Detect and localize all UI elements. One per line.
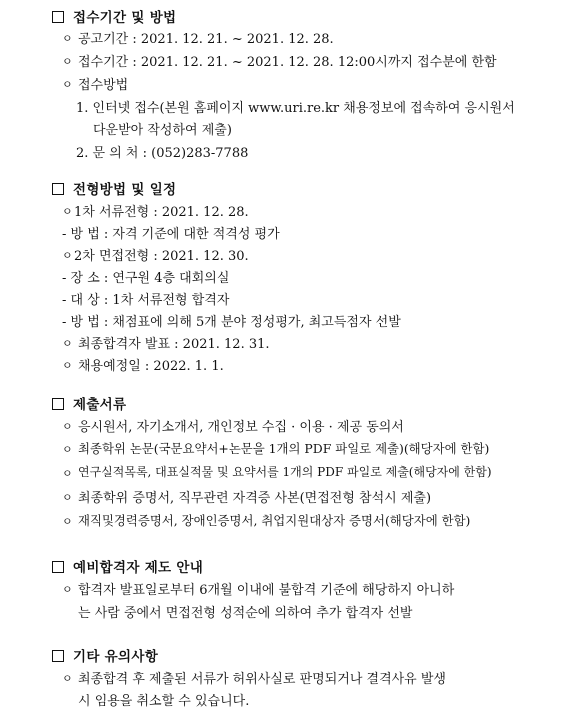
list-item: 채용예정일 : 2022. 1. 1.	[78, 359, 224, 374]
list-item: 재직및경력증명서, 장애인증명서, 취업지원대상자 증명서(해당자에 한함)	[78, 513, 471, 528]
bullet-icon: ㅇ	[62, 491, 73, 504]
list-item: 최종학위 증명서, 직무관련 자격증 사본(면접전형 참석시 제출)	[78, 491, 432, 506]
section-heading: 예비합격자 제도 안내	[52, 556, 203, 576]
bullet-icon: ㅇ	[62, 32, 73, 45]
list-item: - 방 법 : 채점표에 의해 5개 분야 정성평가, 최고득점자 선발	[62, 315, 401, 330]
bullet-icon: ㅇ	[62, 205, 73, 218]
list-item: 최종합격자 발표 : 2021. 12. 31.	[78, 337, 270, 352]
list-item: 합격자 발표일로부터 6개월 이내에 불합격 기준에 해당하지 아니하	[78, 583, 455, 598]
bullet-icon: ㅇ	[62, 55, 73, 68]
bullet-icon: ㅇ	[62, 672, 73, 685]
list-item: 최종학위 논문(국문요약서+논문을 1개의 PDF 파일로 제출)(해당자에 한함)	[78, 441, 490, 456]
bullet-icon: ㅇ	[62, 420, 73, 433]
bullet-icon: ㅇ	[62, 583, 73, 596]
list-item: 공고기간 : 2021. 12. 21. ~ 2021. 12. 28.	[78, 32, 334, 47]
bullet-icon: ㅇ	[62, 359, 73, 372]
list-item: 응시원서, 자기소개서, 개인정보 수집 · 이용 · 제공 동의서	[78, 420, 404, 435]
checkbox-square-icon	[52, 398, 64, 410]
list-item: 1차 서류전형 : 2021. 12. 28.	[74, 205, 249, 220]
section-heading: 전형방법 및 일정	[52, 178, 176, 198]
checkbox-square-icon	[52, 650, 64, 662]
list-item: - 대 상 : 1차 서류전형 합격자	[62, 293, 230, 308]
checkbox-square-icon	[52, 561, 64, 573]
list-item-continuation: 시 임용을 취소할 수 있습니다.	[78, 694, 250, 709]
list-item-continuation: 는 사람 중에서 면접전형 성적순에 의하여 추가 합격자 선발	[78, 606, 413, 621]
list-item: - 방 법 : 자격 기준에 대한 적격성 평가	[62, 227, 280, 242]
sub-item: 다운받아 작성하여 제출)	[93, 123, 232, 138]
bullet-icon: ㅇ	[62, 78, 73, 91]
list-item: 접수기간 : 2021. 12. 21. ~ 2021. 12. 28. 12:00시까지 접수분에 한함	[78, 55, 497, 70]
section-heading: 기타 유의사항	[52, 645, 158, 665]
checkbox-square-icon	[52, 183, 64, 195]
list-item: - 장 소 : 연구원 4층 대회의실	[62, 271, 230, 286]
list-item: 최종합격 후 제출된 서류가 허위사실로 판명되거나 결격사유 발생	[78, 672, 446, 687]
bullet-icon: ㅇ	[62, 249, 73, 262]
section-heading: 접수기간 및 방법	[52, 6, 176, 26]
list-item: 연구실적목록, 대표실적물 및 요약서를 1개의 PDF 파일로 제출(해당자에 한함)	[78, 465, 492, 479]
sub-item: 2. 문 의 처 : (052)283-7788	[76, 146, 249, 161]
list-item: 2차 면접전형 : 2021. 12. 30.	[74, 249, 249, 264]
bullet-icon: ㅇ	[62, 443, 73, 456]
bullet-icon: ㅇ	[62, 337, 73, 350]
bullet-icon: ㅇ	[62, 467, 73, 480]
checkbox-square-icon	[52, 11, 64, 23]
bullet-icon: ㅇ	[62, 515, 73, 528]
list-item: 접수방법	[78, 78, 129, 93]
section-heading: 제출서류	[52, 393, 126, 413]
sub-item: 1. 인터넷 접수(본원 홈페이지 www.uri.re.kr 채용정보에 접속하여 응시원서	[76, 101, 515, 116]
